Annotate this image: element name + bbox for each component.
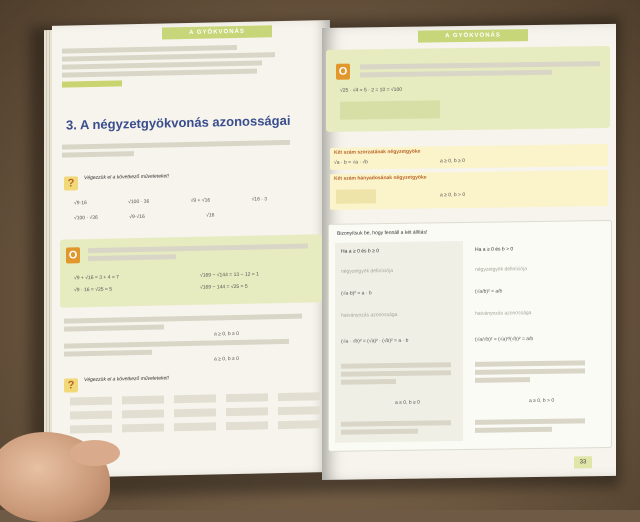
- green-example-box: [60, 234, 322, 307]
- reference-bar: [62, 80, 122, 87]
- question-icon: ?: [64, 176, 78, 190]
- annotation-label: hatványozás azonossága: [475, 310, 532, 317]
- proof-condition-tail: a ≥ 0, b ≥ 0: [395, 399, 420, 406]
- formula: √16: [206, 212, 215, 219]
- proof-column-product: [335, 241, 463, 443]
- page-number-right: 33: [574, 456, 592, 468]
- proof-condition: Ha a ≥ 0 és b > 0: [475, 246, 514, 253]
- rule-heading: Két szám szorzatának négyzetgyöke: [334, 148, 421, 156]
- proof-column-quotient: [469, 239, 605, 441]
- condition-text: a ≥ 0, b ≥ 0: [214, 330, 239, 338]
- question-badge-1: [64, 173, 78, 191]
- proof-condition-tail: a ≥ 0, b > 0: [529, 397, 555, 405]
- observation-icon: O: [66, 247, 80, 263]
- green-equation: √169 − 144 = √25 = 5: [200, 283, 248, 291]
- condition-text: a ≥ 0, b ≥ 0: [214, 355, 239, 363]
- right-page: [322, 24, 616, 480]
- running-head-left: A GYÖKVONÁS: [162, 25, 272, 39]
- exercise-grid: [70, 392, 320, 447]
- thumb: [70, 440, 120, 466]
- rule-box-quotient: [330, 170, 608, 210]
- proof-equation: (√a/√b)² = (√a)²/(√b)² = a/b: [475, 336, 534, 343]
- rule-condition: a ≥ 0, b ≥ 0: [440, 158, 465, 165]
- proof-equation: (√a · √b)² = (√a)² · (√b)² = a · b: [341, 337, 409, 345]
- proof-intro: Bizonyítsuk be, hogy fennáll a két állítás!: [337, 229, 428, 237]
- rule-condition: a ≥ 0, b > 0: [440, 192, 466, 199]
- rule-equation: √a · b = √a · √b: [334, 159, 368, 166]
- formula: √100 · √36: [74, 214, 98, 222]
- question-badge-2: [64, 375, 78, 393]
- formula: √9 + √16: [190, 197, 211, 204]
- observation-icon: O: [336, 64, 350, 80]
- left-page: [52, 20, 330, 478]
- annotation-label: négyzetgyök definíciója: [341, 268, 393, 275]
- question-text-2: Végezzük el a következő műveleteket!: [84, 375, 170, 384]
- proof-panel: [328, 220, 612, 452]
- annotation-label: hatványozás azonossága: [341, 311, 398, 319]
- rule-box-product: [330, 144, 608, 170]
- rule-heading: Két szám hányadosának négyzetgyöke: [334, 174, 427, 182]
- formula: √9·√16: [129, 213, 145, 221]
- formula: √100 · 36: [128, 198, 150, 206]
- formula-row-1: [74, 196, 267, 206]
- running-head-right: A GYÖKVONÁS: [418, 29, 528, 43]
- fraction-rule: [336, 189, 376, 204]
- annotation-label: négyzetgyök definíciója: [475, 266, 527, 273]
- note-lines: [64, 310, 314, 365]
- section-intro-lines: [62, 137, 302, 161]
- proof-equation: (√a·b)² = a · b: [341, 290, 372, 297]
- intro-text-block: [62, 40, 312, 87]
- proof-equation: (√a/b)² = a/b: [475, 288, 503, 295]
- green-equation: √9 + √16 = 3 + 4 = 7: [74, 274, 119, 282]
- formula: √9·16: [74, 200, 87, 207]
- formula: √16 · 3: [251, 196, 268, 203]
- formula-row-2: [74, 212, 214, 221]
- section-title: 3. A négyzetgyökvonás azonosságai: [66, 112, 291, 133]
- question-text-1: Végezzük el a következő műveleteket!: [84, 173, 170, 182]
- green-equation: √9 · 16 = √25 = 5: [74, 286, 113, 294]
- green-equation: √169 − √144 = 13 − 12 = 1: [200, 271, 259, 279]
- question-icon: ?: [64, 378, 78, 392]
- green-equation: √25 · √4 = 5 · 2 = 10 = √100: [340, 86, 403, 94]
- proof-condition: Ha a ≥ 0 és b ≥ 0: [341, 248, 380, 255]
- green-observation-box: [326, 46, 610, 132]
- fraction-example: [340, 100, 440, 119]
